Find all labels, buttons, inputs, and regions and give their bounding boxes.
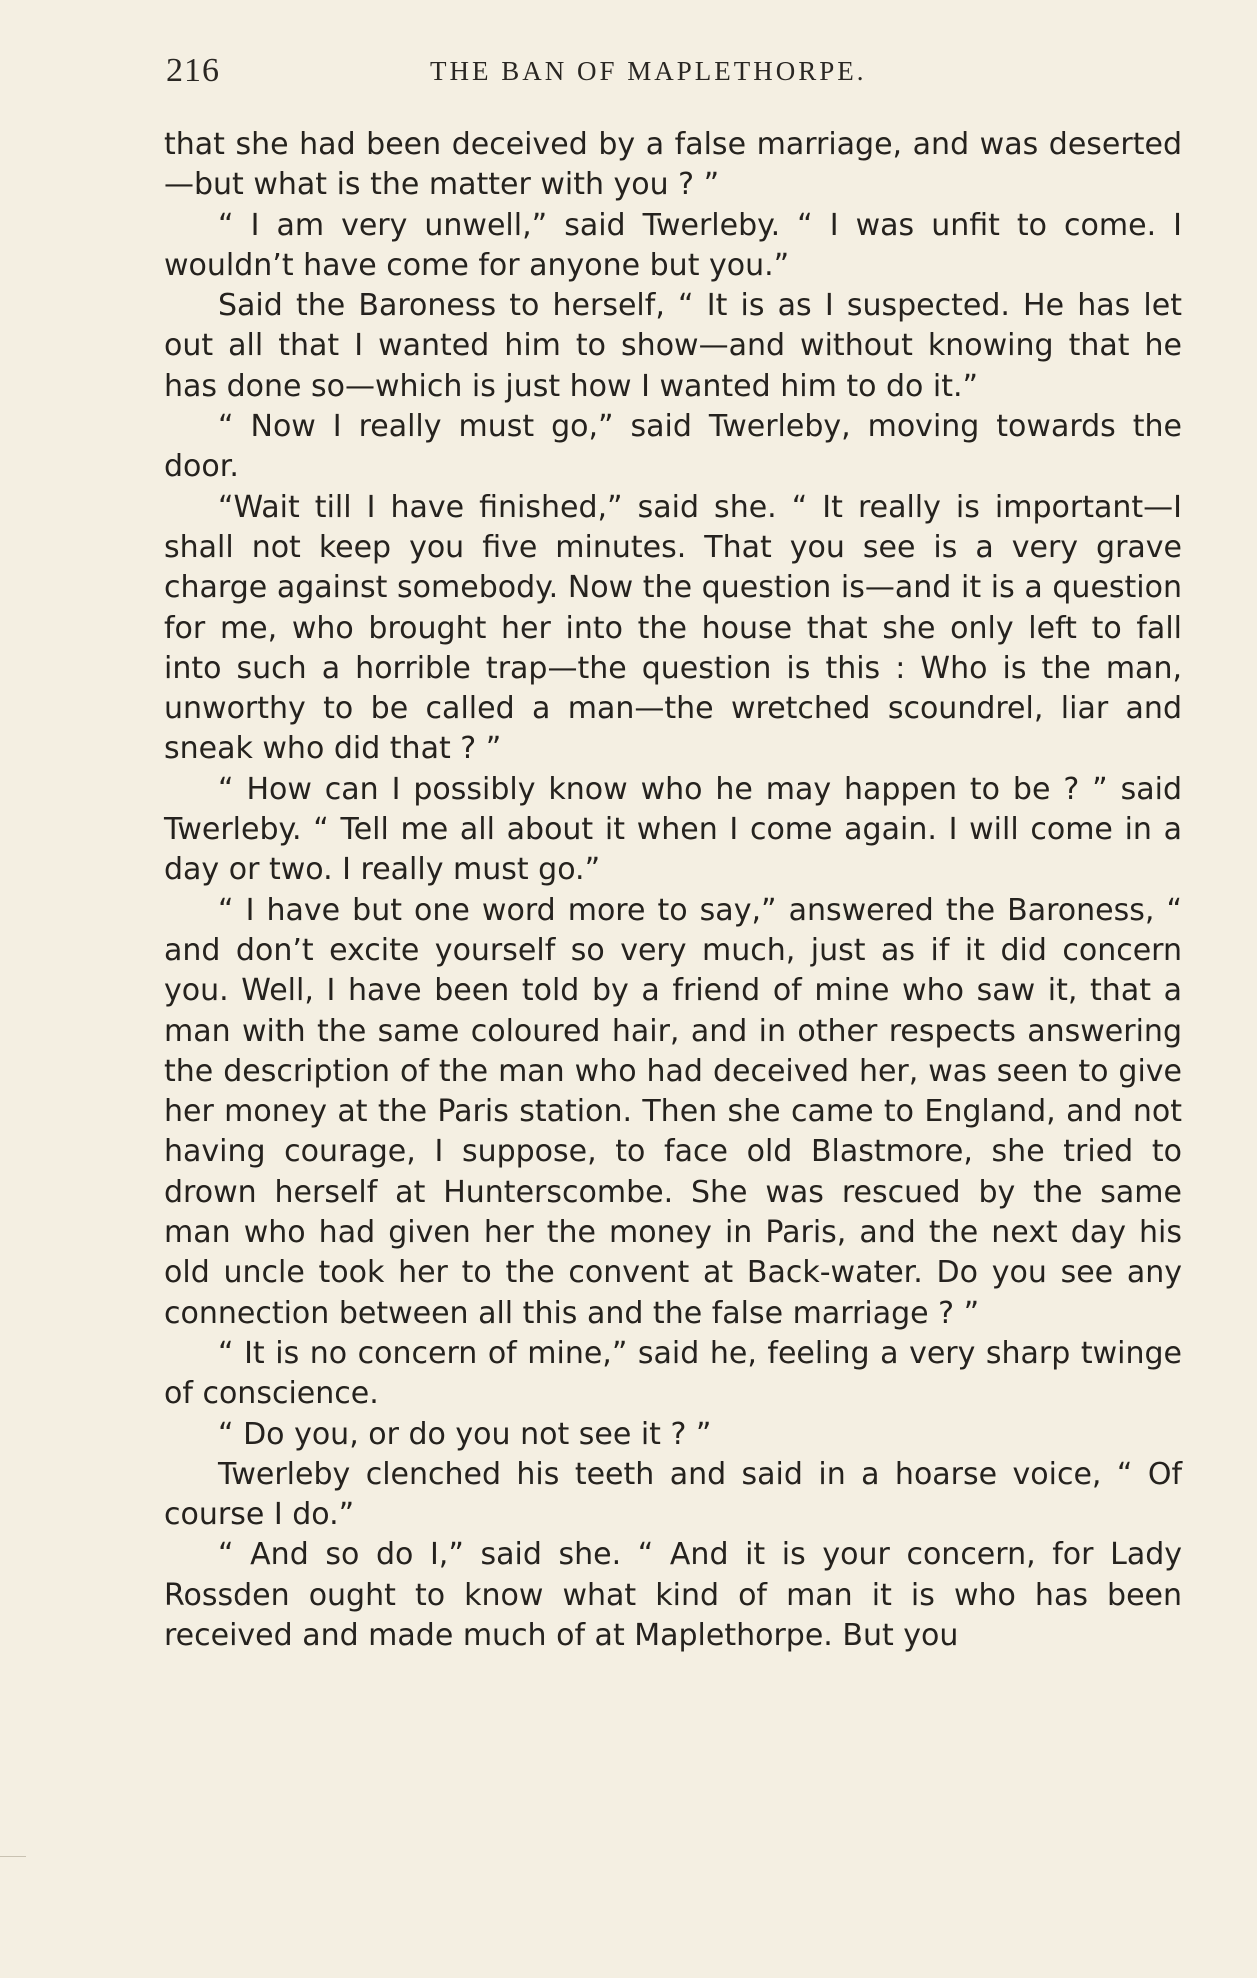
paragraph: “ I am very unwell,” said Twerleby. “ I was unfit to come. I wouldn’t have come for anyone but you.” bbox=[164, 207, 1182, 283]
paragraph: “ How can I possibly know who he may happen to be ? ” said Twerleby. “ Tell me all about it when I come again. I will come in a day or two. I really must go.” bbox=[164, 771, 1182, 888]
paragraph: “ Now I really must go,” said Twerleby, moving towards the door. bbox=[164, 409, 1182, 485]
body-text bbox=[164, 125, 1182, 1656]
paragraph: Said the Baroness to herself, “ It is as I suspected. He has let out all that I wanted him to show—and without knowing that he has done so—which is just how I wanted him to do it.” bbox=[164, 288, 1182, 404]
page-number: 216 bbox=[166, 52, 220, 89]
paragraph: “ Do you, or do you not see it ? ” bbox=[218, 1416, 712, 1452]
running-head: THE BAN OF MAPLETHORPE. bbox=[430, 56, 867, 86]
page-header bbox=[162, 52, 1182, 96]
margin-mark bbox=[0, 1856, 26, 1857]
paragraph: “ I have but one word more to say,” answered the Baroness, “ and don’t excite yourself so very much, just as if it did concern you. Well, I have been told by a friend of mine who saw it, that a man with the same coloured hair, and in other respects answering the description of the man who had deceived her, was seen to give her money at the Paris station. Then she came to England, and not having courage, I suppose, to face old Blastmore, she tried to drown herself at Hunterscombe. She was rescued by the same man who had given her the money in Paris, and the next day his old uncle took her to the convent at Back-water. Do you see any connection between all this and the false marriage ? ” bbox=[164, 892, 1182, 1331]
paragraph: Twerleby clenched his teeth and said in a hoarse voice, “ Of course I do.” bbox=[164, 1456, 1182, 1533]
paragraph-continued: that she had been deceived by a false marriage, and was deserted—but what is the matter with you ? ” bbox=[164, 127, 1182, 203]
paragraph: “ It is no concern of mine,” said he, feeling a very sharp twinge of conscience. bbox=[164, 1335, 1182, 1412]
paragraph: “ And so do I,” said she. “ And it is your concern, for Lady Rossden ought to know what kind of man it is who has been received and made much of at Maplethorpe. But you bbox=[164, 1537, 1182, 1653]
paragraph: “Wait till I have finished,” said she. “ It really is important—I shall not keep you five minutes. That you see is a very grave charge against somebody. Now the question is—and it is a question for me, who brought her into the house that she only left to fall into such a horrible trap—the question is this : Who is the man, unworthy to be called a man—the wretched scoundrel, liar and sneak who did that ? ” bbox=[164, 489, 1182, 767]
